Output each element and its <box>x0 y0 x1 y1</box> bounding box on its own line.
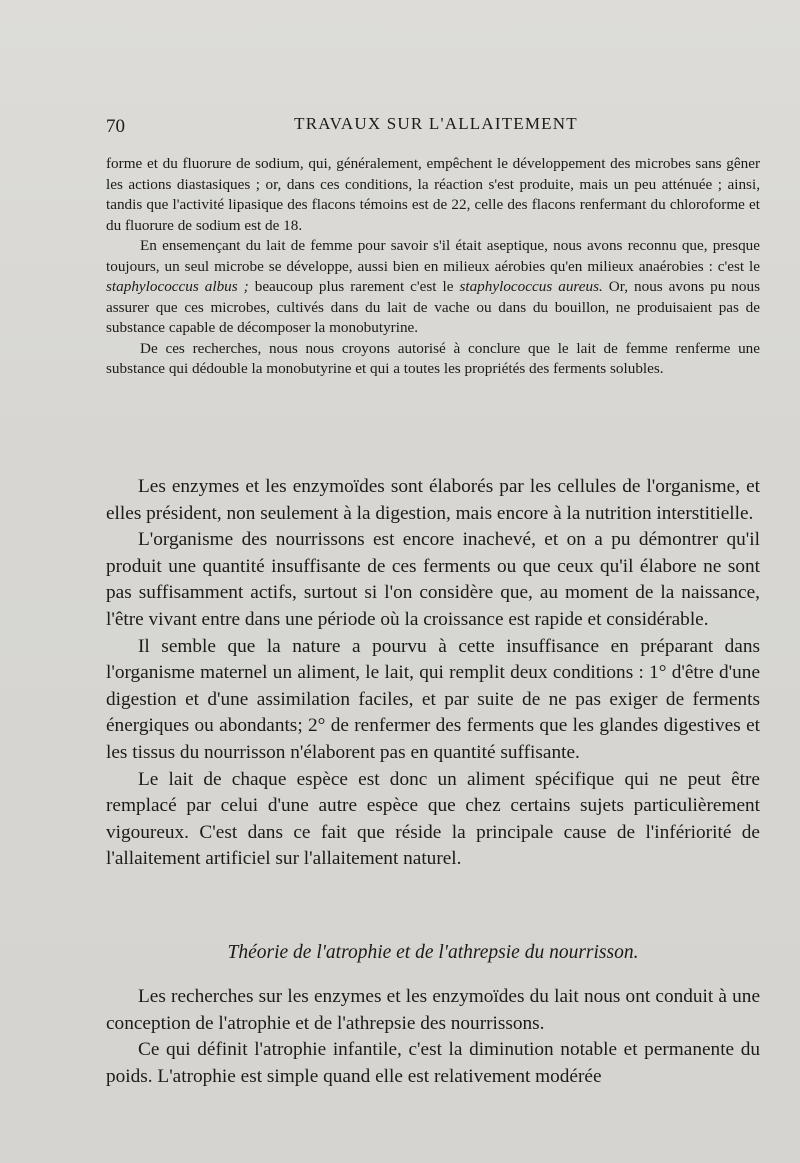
staphylococcus-albus: staphylococcus albus ; <box>106 278 249 295</box>
page-number: 70 <box>106 116 125 137</box>
small-paragraph-1: forme et du fluorure de sodium, qui, généralement, empêchent le développement des microbes sans gêner les actions diastasiques ; or, dans ces conditions, la réaction s'est produite, mais un peu atténuée ; ainsi, tandis que l'activité lipasique des flacons témoins est de 22, celle des flacons renfermant du chloroforme et du fluorure de sodium est de 18. <box>106 155 760 234</box>
main-paragraph-3: Il semble que la nature a pourvu à cette insuffisance en préparant dans l'organisme maternel un aliment, le lait, qui remplit deux conditions : 1° d'être d'une digestion et d'une assimilation faciles, et par suite de ne pas exiger de ferments énergiques ou abondants; 2° de renfermer des ferments que les glandes digestives et les tissus du nourrisson n'élaborent pas en quantité suffisante. <box>106 635 760 763</box>
running-title: TRAVAUX SUR L'ALLAITEMENT <box>294 114 578 133</box>
final-text-section <box>106 984 760 1090</box>
small-paragraph-2-text-b: beaucoup plus rarement c'est le <box>248 278 460 295</box>
small-paragraph-3: De ces recherches, nous nous croyons autorisé à conclure que le lait de femme renferme une substance qui dédouble la monobutyrine et qui a toutes les propriétés des ferments solubles. <box>106 339 760 377</box>
final-paragraph-2: Ce qui définit l'atrophie infantile, c'est la diminution notable et permanente du poids. L'atrophie est simple quand elle est relativement modérée <box>106 1039 760 1087</box>
main-paragraph-1: Les enzymes et les enzymoïdes sont élaborés par les cellules de l'organisme, et elles président, non seulement à la digestion, mais encore à la nutrition interstitielle. <box>106 476 760 524</box>
small-paragraph-2-text-c: Or, nous avons pu nous assurer que ces microbes, cultivés dans du lait de vache ou dans du bouillon, ne produisaient pas de substance capable de décomposer la monobutyrine. <box>106 278 760 336</box>
main-text-section <box>106 474 760 873</box>
staphylococcus-aureus: staphylococcus aureus. <box>459 278 603 295</box>
section-title: Théorie de l'atrophie et de l'athrepsie du nourrisson. <box>227 942 639 963</box>
small-paragraph-2 <box>106 236 760 339</box>
small-print-section <box>106 154 760 380</box>
final-paragraph-1: Les recherches sur les enzymes et les enzymoïdes du lait nous ont conduit à une conception de l'atrophie et de l'athrepsie des nourrissons. <box>106 986 760 1034</box>
main-paragraph-2: L'organisme des nourrissons est encore inachevé, et on a pu démontrer qu'il produit une quantité insuffisante de ces ferments ou que ceux qu'il élabore ne sont pas suffisamment actifs, surtout si l'on considère que, au moment de la naissance, l'être vivant entre dans une période où la croissance est rapide et considérable. <box>106 529 760 630</box>
page-header <box>106 114 766 138</box>
small-paragraph-2-text-a: En ensemençant du lait de femme pour savoir s'il était aseptique, nous avons reconnu que, presque toujours, un seul microbe se développe, aussi bien en milieux aérobies qu'en milieux anaérobies : c'est le <box>106 237 760 275</box>
main-paragraph-4: Le lait de chaque espèce est donc un aliment spécifique qui ne peut être remplacé par celui d'une autre espèce que chez certains sujets particulièrement vigoureux. C'est dans ce fait que réside la principale cause de l'infériorité de l'allaitement artificiel sur l'allaitement naturel. <box>106 768 760 870</box>
